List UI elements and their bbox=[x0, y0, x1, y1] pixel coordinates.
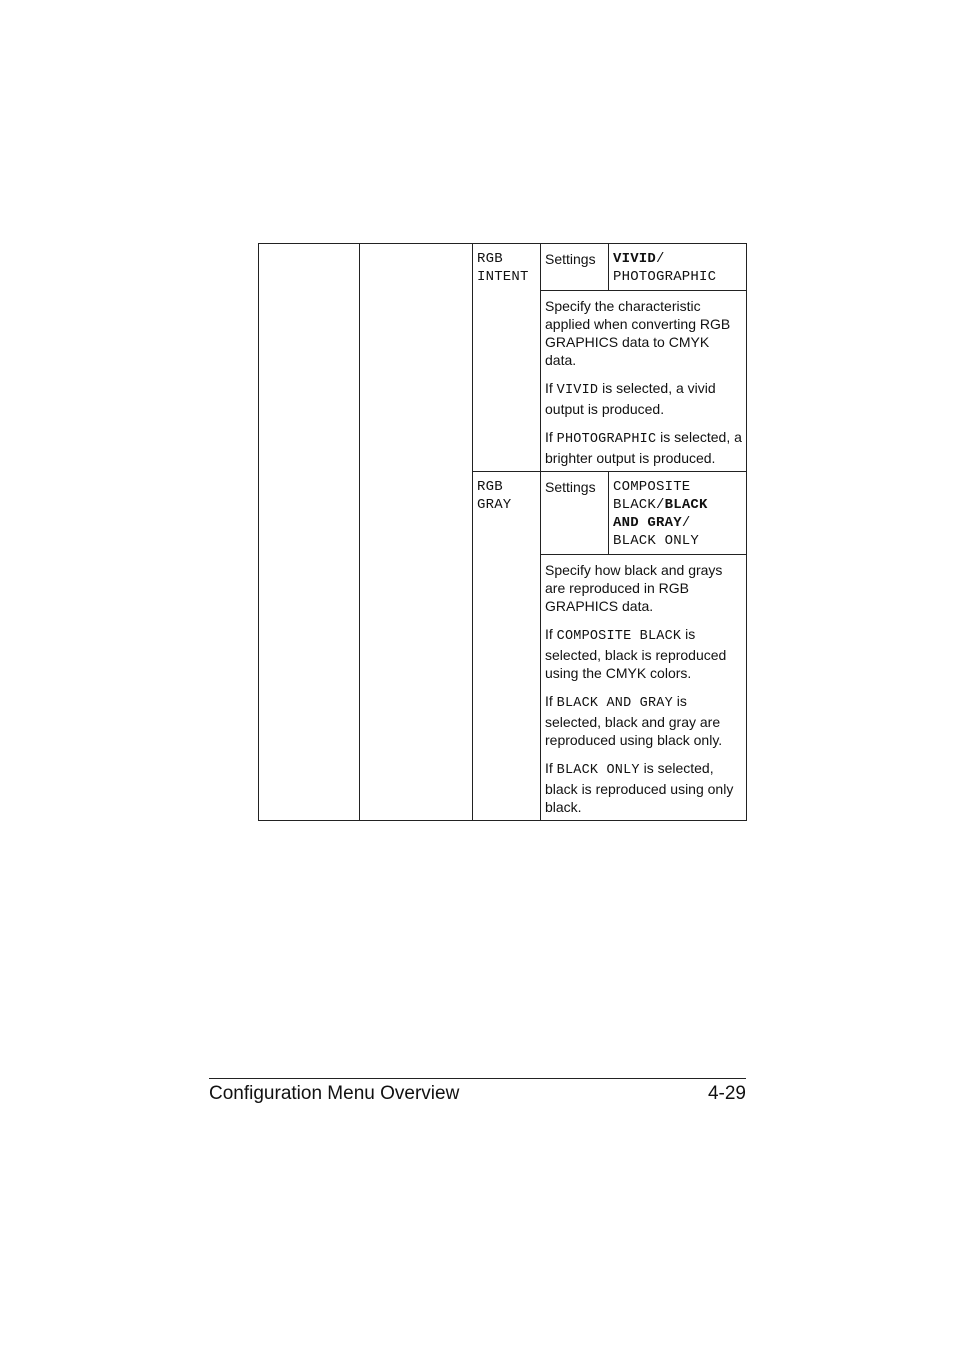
rgb-gray-settings-values: COMPOSITE BLACK/BLACK AND GRAY/ BLACK ONLY bbox=[609, 472, 747, 555]
rgb-intent-settings-label: Settings bbox=[541, 244, 609, 291]
rgb-gray-item: RGB GRAY bbox=[473, 472, 541, 821]
value-vivid-default: VIVID bbox=[613, 251, 657, 267]
rgb-gray-description: Specify how black and grays are reproduced in RGB GRAPHICS data. If COMPOSITE BLACK is selected, black is reproduced using the CMYK colors. If BLACK AND GRAY is selected, black and gray are reproduced using black only. If BLACK ONLY is selected, black is reproduced using only black. bbox=[541, 555, 747, 821]
footer-section-title: Configuration Menu Overview bbox=[209, 1083, 460, 1104]
footer-page-number: 4-29 bbox=[707, 1083, 746, 1104]
rgb-intent-item: RGB INTENT bbox=[473, 244, 541, 472]
rgb-intent-description: Specify the characteristic applied when converting RGB GRAPHICS data to CMYK data. If VIVID is selected, a vivid output is produced. If PHOTOGRAPHIC is selected, a brighter output is produced. bbox=[541, 291, 747, 472]
footer-divider bbox=[209, 1078, 746, 1079]
table-row-rgb-intent-settings bbox=[259, 244, 747, 291]
rgb-intent-settings-values: VIVID/ PHOTOGRAPHIC bbox=[609, 244, 747, 291]
rgb-gray-settings-label: Settings bbox=[541, 472, 609, 555]
value-photographic: PHOTOGRAPHIC bbox=[613, 269, 717, 285]
menu-level-1-cell bbox=[259, 244, 360, 821]
menu-level-2-cell bbox=[360, 244, 473, 821]
configuration-table bbox=[258, 243, 747, 821]
